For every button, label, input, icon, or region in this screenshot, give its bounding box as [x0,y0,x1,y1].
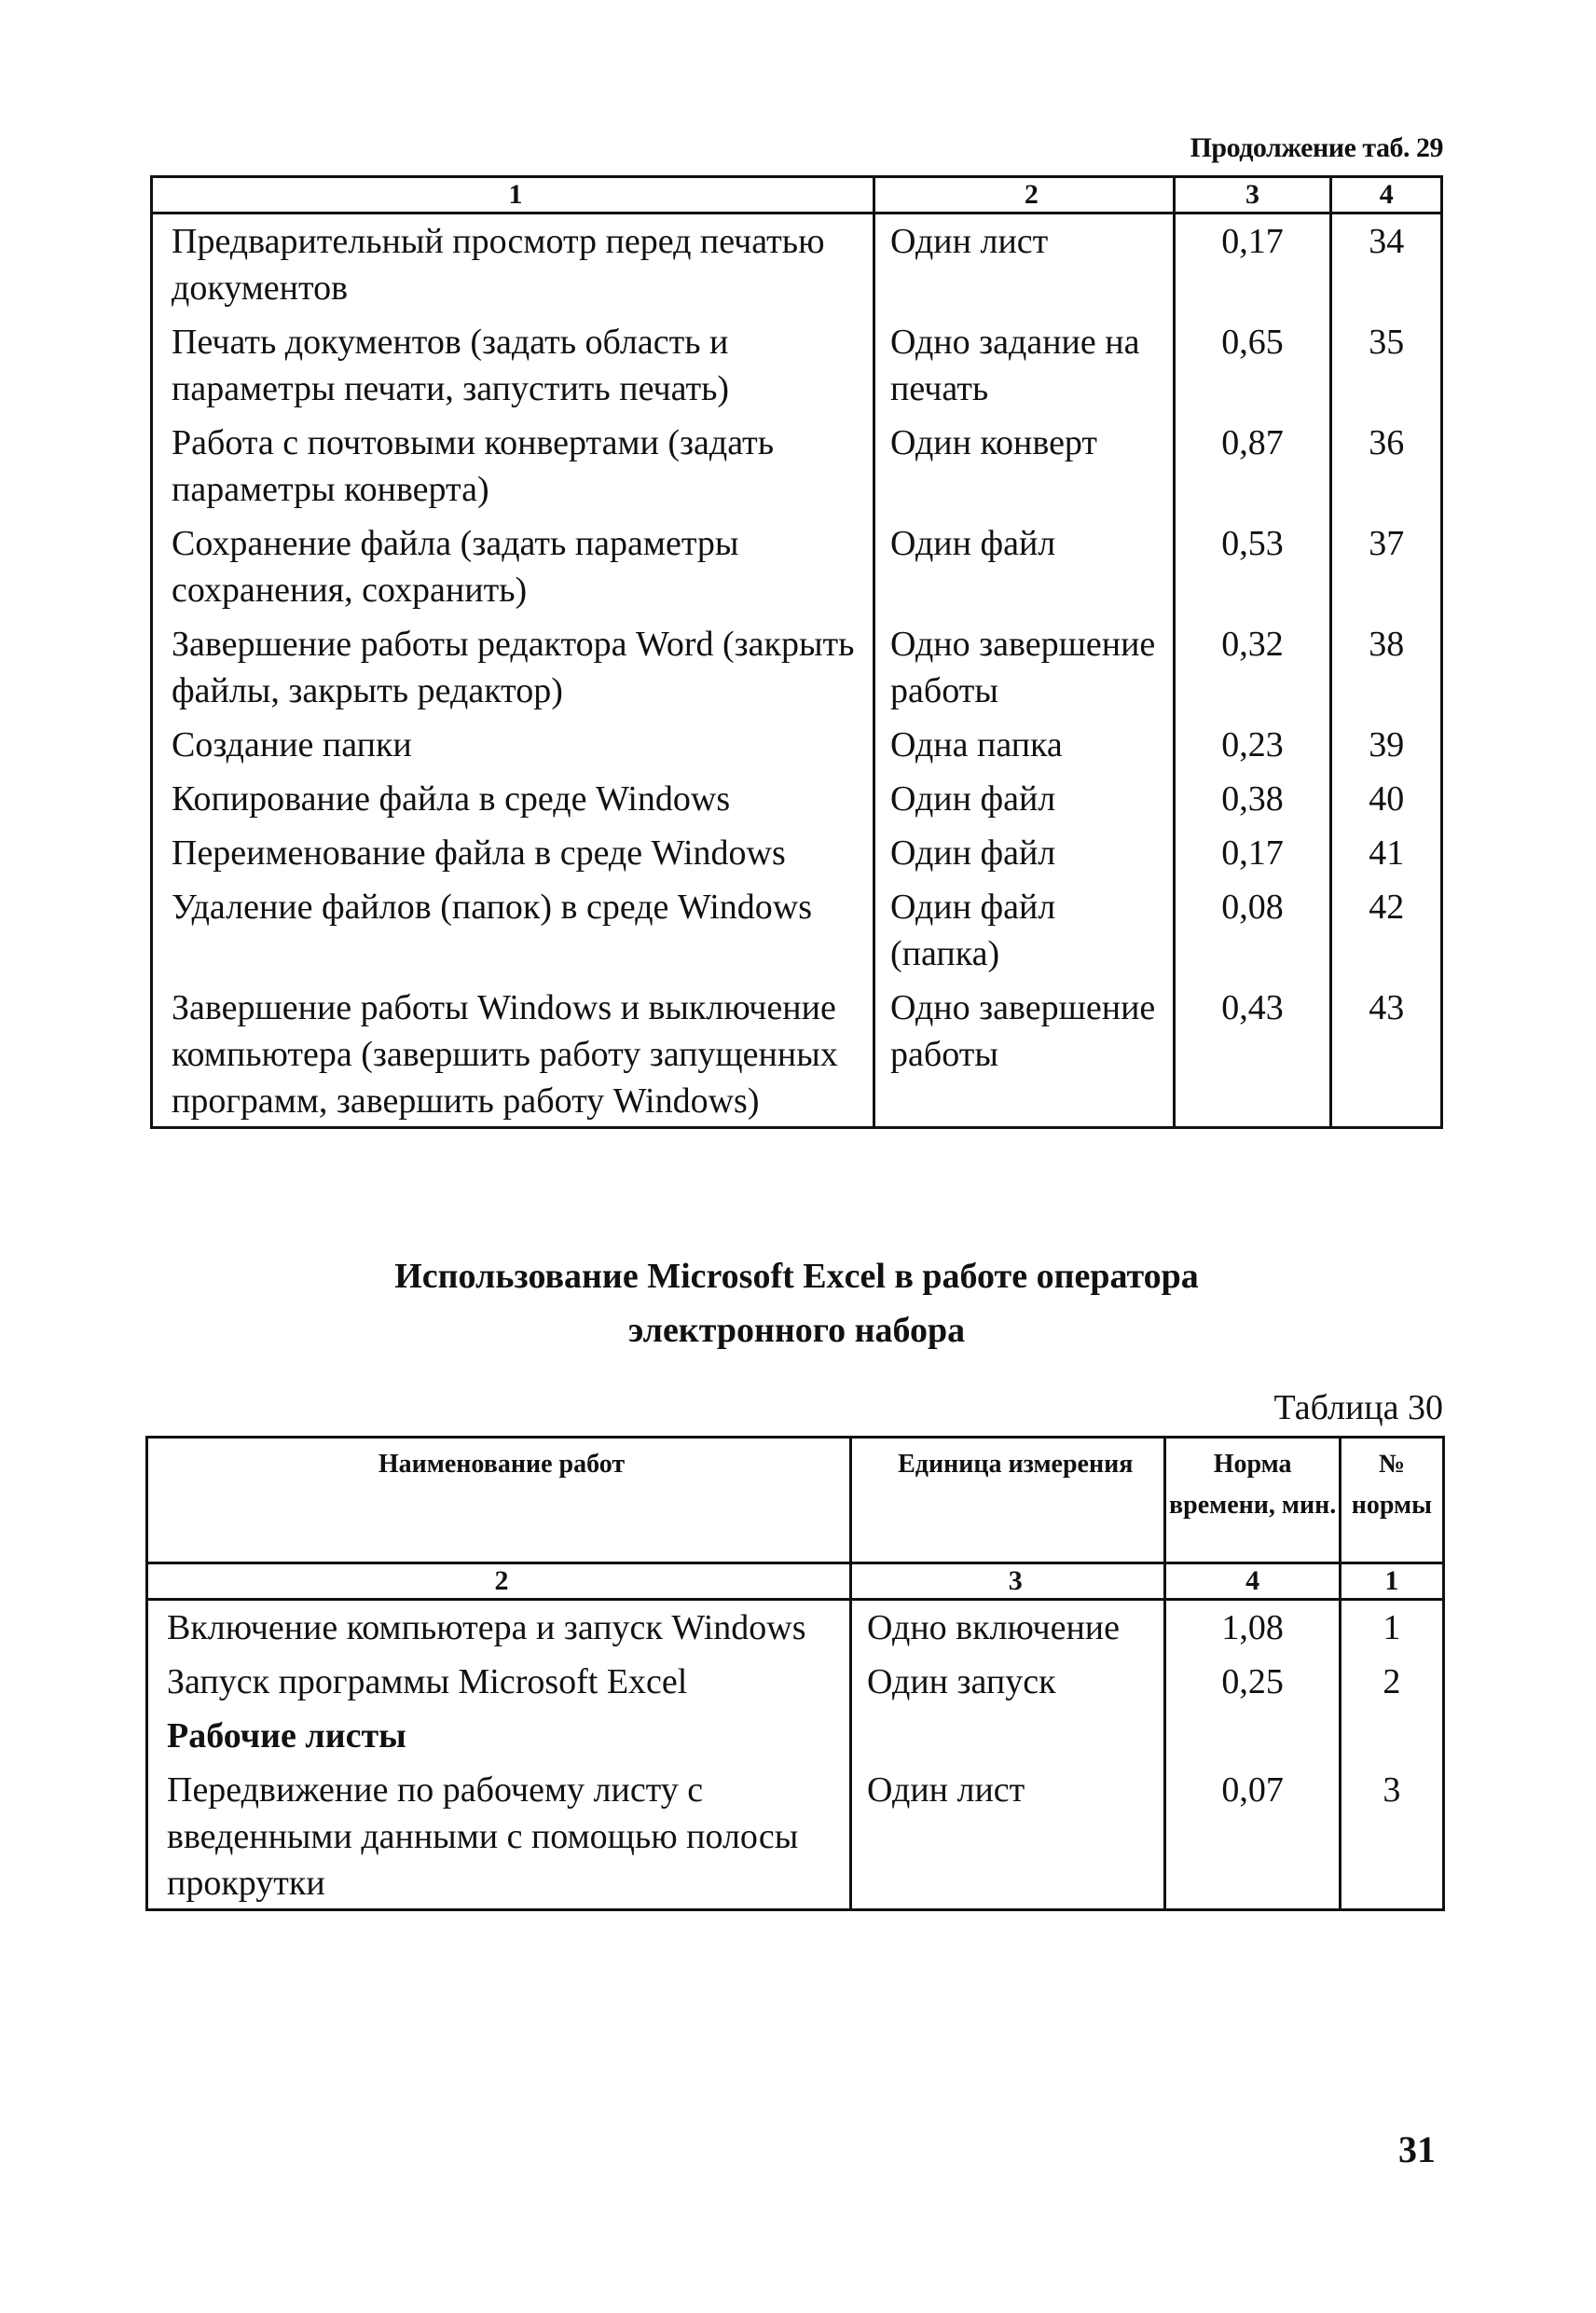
norm-number: 40 [1331,772,1442,826]
work-name: Сохранение файла (задать параметры сохранения, сохранить) [152,516,874,617]
section-title [150,1249,1443,1357]
time-norm: 0,17 [1174,826,1331,880]
work-name: Запуск программы Microsoft Excel [147,1655,851,1709]
unit: Один лист [851,1763,1165,1910]
time-norm: 0,38 [1174,772,1331,826]
work-name: Завершение работы редактора Word (закрыть файлы, закрыть редактор) [152,617,874,718]
table-row [147,1655,1444,1709]
work-name: Предварительный просмотр перед печатью документов [152,213,874,316]
table-row [152,315,1442,416]
norm-number: 35 [1331,315,1442,416]
norm-number: 2 [1340,1655,1443,1709]
section-title-line-2: электронного набора [627,1311,966,1350]
header-norm-number: № нормы [1340,1438,1443,1563]
table-row [152,772,1442,826]
time-norm [1165,1709,1340,1763]
work-name: Создание папки [152,718,874,772]
time-norm: 1,08 [1165,1600,1340,1656]
time-norm: 0,53 [1174,516,1331,617]
page-number: 31 [1398,2128,1436,2170]
column-number: 1 [152,177,874,213]
unit: Одно задание на печать [874,315,1175,416]
column-numbers-row [147,1563,1444,1600]
table-subheading-row [147,1709,1444,1763]
time-norm: 0,07 [1165,1763,1340,1910]
time-norm: 0,65 [1174,315,1331,416]
unit: Один лист [874,213,1175,316]
norm-number: 1 [1340,1600,1443,1656]
table-row [152,213,1442,316]
time-norm: 0,23 [1174,718,1331,772]
time-norm: 0,25 [1165,1655,1340,1709]
unit: Одна папка [874,718,1175,772]
table-caption: Таблица 30 [1273,1388,1443,1427]
header-work-name: Наименование работ [147,1438,851,1563]
column-number: 1 [1340,1563,1443,1600]
work-name: Удаление файлов (папок) в среде Windows [152,880,874,981]
norm-number: 34 [1331,213,1442,316]
table-row [152,516,1442,617]
norm-number: 3 [1340,1763,1443,1910]
norm-number: 37 [1331,516,1442,617]
table-row [152,826,1442,880]
time-norm: 0,17 [1174,213,1331,316]
table-header-row [147,1438,1444,1563]
column-number: 2 [874,177,1175,213]
column-number: 4 [1331,177,1442,213]
norm-number: 42 [1331,880,1442,981]
section-title-line-1: Использование Microsoft Excel в работе оператора [394,1257,1199,1296]
unit [851,1709,1165,1763]
work-name: Переименование файла в среде Windows [152,826,874,880]
header-unit: Единица измерения [851,1438,1165,1563]
unit: Один файл [874,516,1175,617]
column-number: 3 [1174,177,1331,213]
table-row [152,880,1442,981]
subheading-worksheets: Рабочие листы [147,1709,851,1763]
work-name: Печать документов (задать область и параметры печати, запустить печать) [152,315,874,416]
unit: Одно завершение работы [874,617,1175,718]
table-row [152,981,1442,1128]
unit: Один файл [874,826,1175,880]
norm-number: 41 [1331,826,1442,880]
work-name: Копирование файла в среде Windows [152,772,874,826]
table-row [152,718,1442,772]
table-row [147,1600,1444,1656]
time-norm: 0,43 [1174,981,1331,1128]
table-30 [145,1436,1445,1911]
time-norm: 0,87 [1174,416,1331,516]
work-name: Завершение работы Windows и выключение компьютера (завершить работу запущенных программ, завершить работу Windows) [152,981,874,1128]
work-name: Работа с почтовыми конвертами (задать параметры конверта) [152,416,874,516]
continuation-caption: Продолжение таб. 29 [1190,132,1443,163]
column-number: 3 [851,1563,1165,1600]
column-number: 2 [147,1563,851,1600]
norm-number: 43 [1331,981,1442,1128]
table-row [152,416,1442,516]
table-row [147,1763,1444,1910]
norm-number: 39 [1331,718,1442,772]
unit: Один запуск [851,1655,1165,1709]
work-name: Включение компьютера и запуск Windows [147,1600,851,1656]
unit: Один файл [874,772,1175,826]
norm-number: 38 [1331,617,1442,718]
table-header-row [152,177,1442,213]
unit: Один конверт [874,416,1175,516]
unit: Одно включение [851,1600,1165,1656]
norm-number [1340,1709,1443,1763]
table-29-continuation [150,175,1443,1129]
work-name: Передвижение по рабочему листу с введенными данными с помощью полосы прокрутки [147,1763,851,1910]
header-time-norm: Норма времени, мин. [1165,1438,1340,1563]
norm-number: 36 [1331,416,1442,516]
time-norm: 0,08 [1174,880,1331,981]
unit: Одно завершение работы [874,981,1175,1128]
table-row [152,617,1442,718]
unit: Один файл (папка) [874,880,1175,981]
time-norm: 0,32 [1174,617,1331,718]
column-number: 4 [1165,1563,1340,1600]
